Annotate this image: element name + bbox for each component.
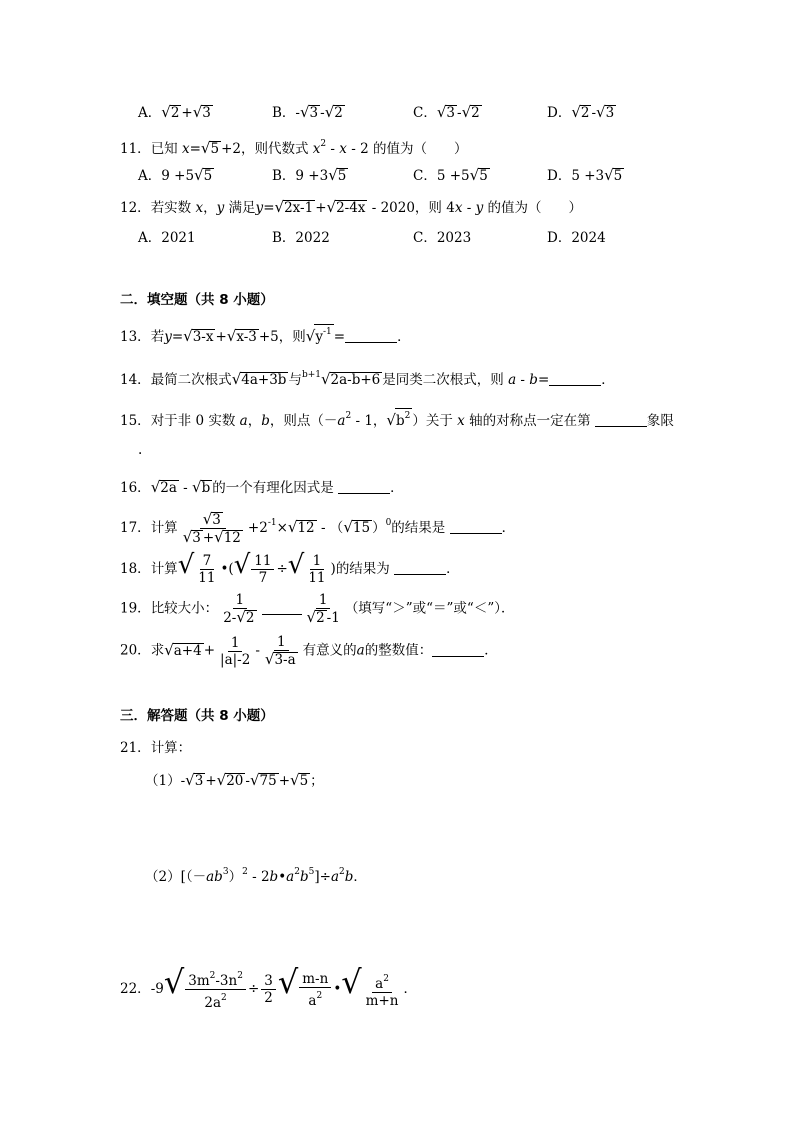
answer-blank[interactable] [432,642,484,657]
section-2-title: 二．填空题（共 8 小题） [120,292,274,308]
question-13: 13．若y=√3-x +√x-3 +5，则$√y^{-1}$ = ． [120,324,411,347]
answer-blank[interactable] [394,560,446,575]
q11-option-c: C．5 +5√5 [413,166,488,184]
answer-blank[interactable] [595,412,647,427]
question-15: 15．对于非 0 实数 a，b，则点（$-a^2 - 1$，$√b^2$ ）关于 x 轴的对称点一定在第 象限 [120,406,674,431]
question-19: 19．比较大小： $\frac{1}{2-√2}$ $\frac{1}{√2 -1}$ （填写“＞”或“＝”或“＜”）． [120,592,515,626]
q10-option-a: A．√2 +√3 [138,103,211,121]
question-20: 20．求√a+4 + $\frac{1}{|a|-2}$ - $\frac{1}{√3-a}$ 有意义的a的整数值： ． [120,634,498,668]
q10-option-c: C．√3 -√2 [413,103,480,121]
question-18: 18．计算√ $\frac{7}{11}$ •(√ $\frac{11}{7}$ ÷√ $\frac{1}{11}$ )的结果为 ． [120,550,460,586]
section-3-title: 三．解答题（共 8 小题） [120,708,274,724]
question-21: 21．计算： [120,740,192,756]
question-16: 16．√2a - √b 的一个有理化因式是 ． [120,478,404,496]
q11-option-a: A．9 +5√5 [138,166,213,184]
answer-blank[interactable] [450,519,502,534]
question-22: 22．-9√ $\frac{3m^2-3n^2}{2a^2}$ ÷ $\frac{3}{2}$ √ $\frac{m-n}{a^2}$ •√ $\frac{a^2}{m+n}$ ． [120,963,417,1011]
q15-period: . [138,442,143,458]
question-14: 14．最简二次根式√4a+3b 与$^{b+1}$√2a-b+6 是同类二次根式，则 a - b= ． [120,370,615,388]
question-12: 12．若实数 x，y 满足y=√2x-1 +√2-4x - 2020，则 4x - y 的值为（ ） [120,198,583,216]
answer-blank[interactable] [262,600,302,615]
answer-blank[interactable] [345,328,397,343]
answer-blank[interactable] [338,479,390,494]
q10-option-d: D．√2 -√3 [547,103,615,121]
question-17: 17．计算 $\frac{√3}{√3 +√12}$ $+2^{-1}\times√12 - (√15$ ）$^0$的结果是 ． [120,510,516,546]
q11-option-d: D．5 +3√5 [547,166,623,184]
q12-option-c: C．2023 [413,230,472,246]
question-21-part-2: $(2)[(-ab^3)^2$ - $2b•a^2b^5]\div a^2b$． [145,867,367,885]
question-21-part-1: （1）-√3 +√20 -√75 +√5 ； [145,771,324,789]
question-11: 11．已知 x=√5 +2，则代数式 $x^2$ - x - 2 的值为（ ） [120,139,468,157]
answer-blank[interactable] [549,371,601,386]
q12-option-d: D．2024 [547,230,606,246]
q10-option-b: B．-√3 -√2 [272,103,343,121]
q12-option-b: B．2022 [272,230,330,246]
q12-option-a: A．2021 [138,230,196,246]
q11-option-b: B．9 +3√5 [272,166,347,184]
